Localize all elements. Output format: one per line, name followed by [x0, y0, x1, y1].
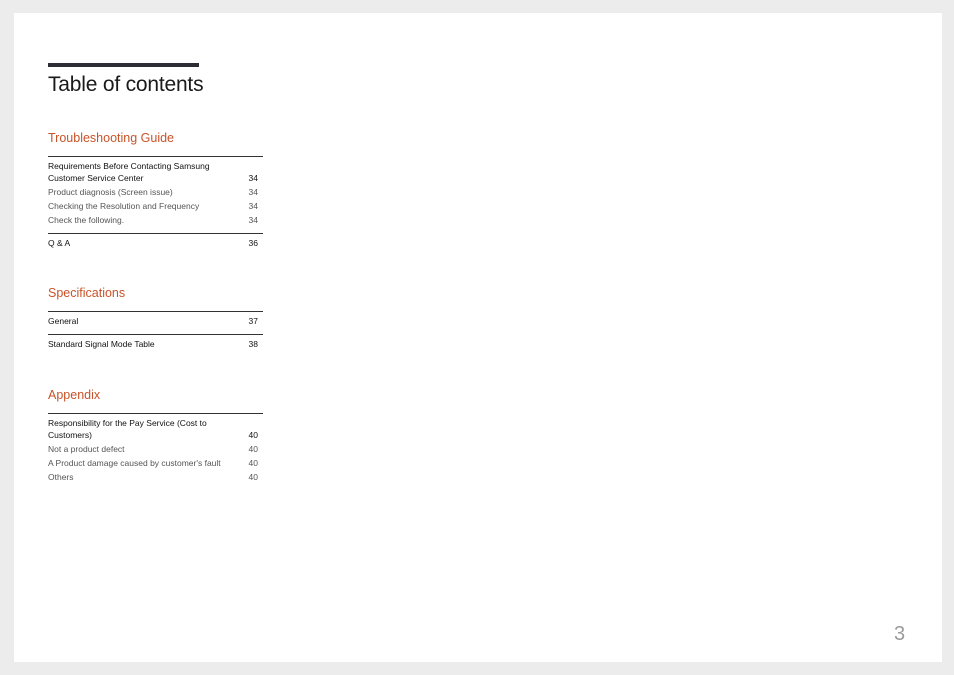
toc-entry-page: 38: [248, 339, 258, 349]
toc-entry[interactable]: [48, 199, 263, 213]
section-heading[interactable]: Troubleshooting Guide: [48, 131, 175, 145]
toc-entry[interactable]: [48, 456, 263, 470]
toc-entry-page: 34: [248, 187, 258, 197]
toc-entry-label: Checking the Resolution and Frequency: [48, 201, 200, 211]
toc-entry[interactable]: [48, 159, 263, 185]
toc-entry-label: Standard Signal Mode Table: [48, 339, 155, 349]
toc-entry-page: 34: [248, 201, 258, 211]
toc-entry-page: 40: [248, 458, 258, 468]
section-specifications: [48, 285, 263, 351]
toc-group: [48, 334, 263, 351]
toc-entry-label: A Product damage caused by customer's fault: [48, 458, 221, 468]
section-appendix: [48, 387, 263, 484]
toc-group: [48, 311, 263, 328]
toc-group: [48, 233, 263, 250]
toc-entry-page: 37: [248, 316, 258, 326]
toc-entry-label: Responsibility for the Pay Service (Cost to Customers): [48, 418, 207, 440]
document-page: [14, 13, 942, 662]
toc-entry[interactable]: [48, 213, 263, 227]
toc-entry-page: 40: [248, 472, 258, 482]
section-heading[interactable]: Appendix: [48, 388, 101, 402]
title-accent-bar: [48, 63, 199, 67]
toc-entry[interactable]: [48, 337, 263, 351]
toc-entry[interactable]: [48, 416, 263, 442]
section-troubleshooting-guide: [48, 130, 263, 250]
toc-entry-page: 34: [248, 215, 258, 225]
toc-entry-label: General: [48, 316, 79, 326]
section-heading[interactable]: Specifications: [48, 286, 126, 300]
page-title: Table of contents: [48, 73, 204, 96]
toc-entry-label: Others: [48, 472, 74, 482]
toc-entry-page: 40: [248, 430, 258, 440]
toc-entry-page: 34: [248, 173, 258, 183]
toc-entry[interactable]: [48, 442, 263, 456]
toc-entry-label: Q & A: [48, 238, 71, 248]
toc-entry[interactable]: [48, 185, 263, 199]
page-number: 3: [894, 623, 906, 645]
toc-group: [48, 413, 263, 484]
toc-entry-label: Requirements Before Contacting Samsung Customer Service Center: [48, 161, 210, 183]
toc-entry-label: Product diagnosis (Screen issue): [48, 187, 173, 197]
toc-entry[interactable]: [48, 314, 263, 328]
toc-entry[interactable]: [48, 236, 263, 250]
toc-entry-label: Not a product defect: [48, 444, 125, 454]
toc-entry-label: Check the following.: [48, 215, 125, 225]
toc-group: [48, 156, 263, 227]
toc-entry[interactable]: [48, 470, 263, 484]
toc-entry-page: 40: [248, 444, 258, 454]
toc-entry-page: 36: [248, 238, 258, 248]
